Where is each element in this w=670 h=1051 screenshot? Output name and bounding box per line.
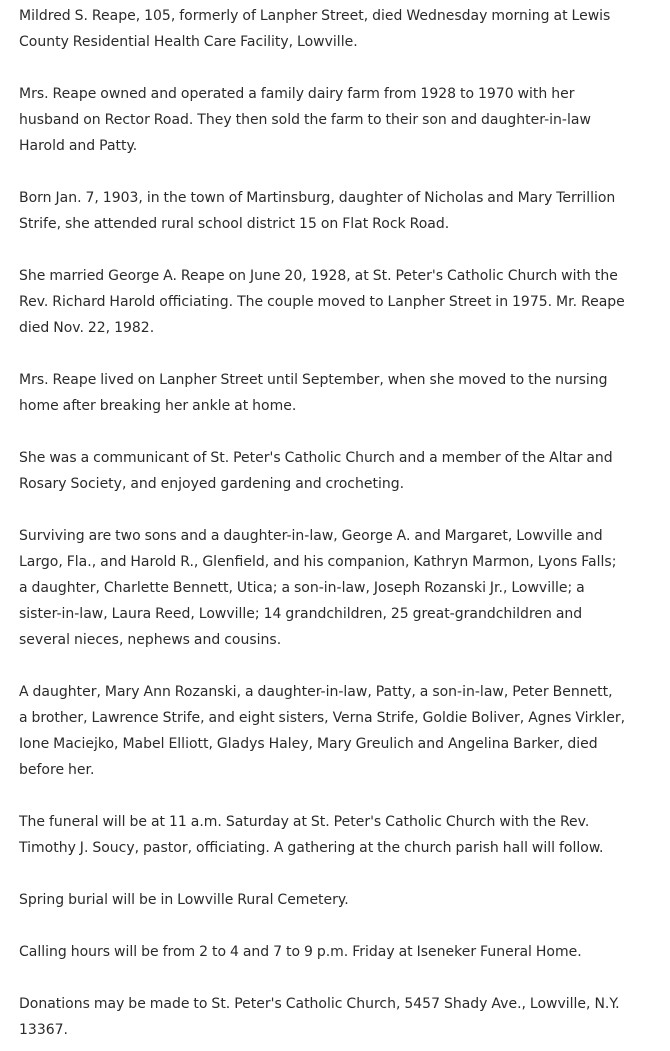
paragraph-survivors: Surviving are two sons and a daughter-in-law, George A. and Margaret, Lowville and Largo, Fla., and Harold R., Glenfield, and his companion, Kathryn Marmon, Lyons Falls; a daughter, Charlette Bennett, Utica; a son-in-law, Joseph Rozanski Jr., Lowville; a sister-in-law, Laura Reed, Lowville; 14 grandchildren, 25 great-grandchildren and several nieces, nephews and cousins. bbox=[19, 528, 617, 648]
paragraph-donations: Donations may be made to St. Peter's Catholic Church, 5457 Shady Ave., Lowville, N.Y. 13367. bbox=[19, 996, 620, 1038]
paragraph-church-membership: She was a communicant of St. Peter's Catholic Church and a member of the Altar and Rosary Society, and enjoyed gardening and crocheting. bbox=[19, 450, 613, 492]
paragraph-burial: Spring burial will be in Lowville Rural Cemetery. bbox=[19, 892, 349, 908]
paragraph-birth: Born Jan. 7, 1903, in the town of Martinsburg, daughter of Nicholas and Mary Terrillion Strife, she attended rural school district 15 on Flat Rock Road. bbox=[19, 190, 616, 232]
paragraph-marriage: She married George A. Reape on June 20, 1928, at St. Peter's Catholic Church with the Rev. Richard Harold officiating. The couple moved to Lanpher Street in 1975. Mr. Reape died Nov. 22, 1982. bbox=[19, 268, 625, 336]
paragraph-death-notice: Mildred S. Reape, 105, formerly of Lanpher Street, died Wednesday morning at Lewis County Residential Health Care Facility, Lowville. bbox=[19, 8, 611, 50]
paragraph-funeral: The funeral will be at 11 a.m. Saturday at St. Peter's Catholic Church with the Rev. Timothy J. Soucy, pastor, officiating. A gathering at the church parish hall will follow. bbox=[19, 814, 604, 856]
obituary-article bbox=[19, 3, 653, 1043]
paragraph-calling-hours: Calling hours will be from 2 to 4 and 7 to 9 p.m. Friday at Iseneker Funeral Home. bbox=[19, 944, 582, 960]
paragraph-predeceased: A daughter, Mary Ann Rozanski, a daughter-in-law, Patty, a son-in-law, Peter Bennett, a brother, Lawrence Strife, and eight sisters, Verna Strife, Goldie Boliver, Agnes Virkler, Ione Maciejko, Mabel Elliott, Gladys Haley, Mary Greulich and Angelina Barker, died before her. bbox=[19, 684, 626, 778]
paragraph-nursing-home: Mrs. Reape lived on Lanpher Street until September, when she moved to the nursing home after breaking her ankle at home. bbox=[19, 372, 608, 414]
paragraph-dairy-farm: Mrs. Reape owned and operated a family dairy farm from 1928 to 1970 with her husband on Rector Road. They then sold the farm to their son and daughter-in-law Harold and Patty. bbox=[19, 86, 591, 154]
